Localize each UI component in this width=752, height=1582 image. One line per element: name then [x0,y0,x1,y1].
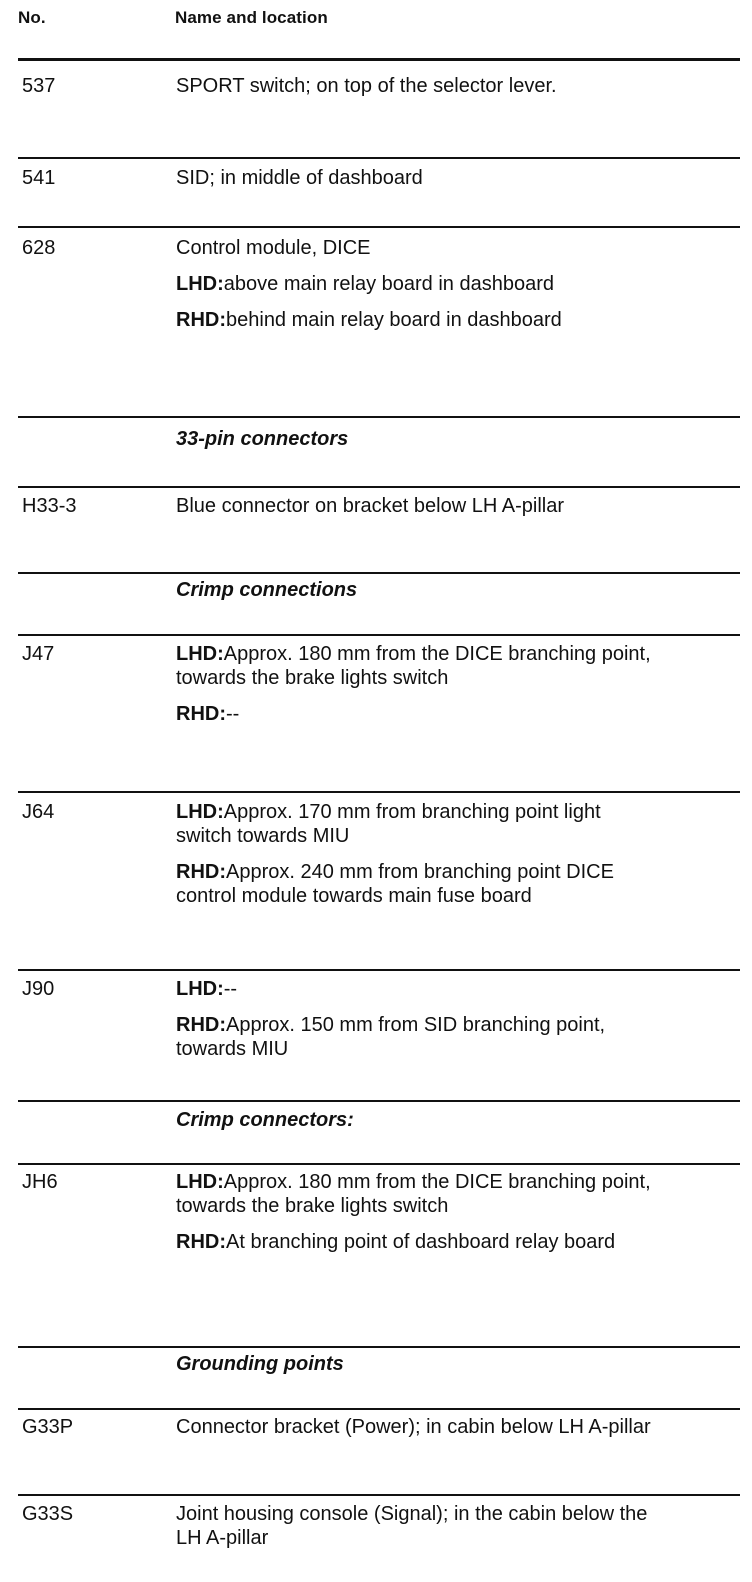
description-line: Joint housing console (Signal); in the cabin below the LH A-pillar [176,1503,648,1549]
row-number: JH6 [22,1171,58,1193]
row-divider [18,157,740,159]
column-header-name-location: Name and location [175,8,328,27]
description-line-lhd: LHD:Approx. 170 mm from branching point light switch towards MIU [176,801,601,847]
row-description [176,166,656,190]
row-description [176,1502,656,1550]
description-line-rhd: RHD:behind main relay board in dashboard [176,309,562,331]
row-number: H33-3 [22,495,77,517]
row-divider [18,1494,740,1496]
row-description [176,1170,656,1254]
description-line-rhd: RHD:Approx. 240 mm from branching point DICE control module towards main fuse board [176,861,614,907]
row-description [176,977,656,1061]
row-divider [18,486,740,488]
section-heading: 33-pin connectors [176,428,349,450]
section-heading: Crimp connectors: [176,1109,354,1131]
row-number: J47 [22,643,55,665]
description-line-lhd: LHD:Approx. 180 mm from the DICE branching point, towards the brake lights switch [176,1171,651,1217]
description-line-lhd: LHD:above main relay board in dashboard [176,273,554,295]
row-divider [18,791,740,793]
description-line-lhd: LHD:-- [176,978,238,1000]
description-line: Control module, DICE [176,237,371,259]
description-line: SPORT switch; on top of the selector lever. [176,75,557,97]
row-description [176,236,656,332]
row-number: 628 [22,237,56,259]
row-divider [18,226,740,228]
section-heading: Crimp connections [176,579,358,601]
row-description [176,74,656,98]
row-number: 537 [22,75,56,97]
row-divider [18,416,740,418]
row-number: G33P [22,1416,74,1438]
row-number: J64 [22,801,55,823]
row-divider [18,969,740,971]
description-line-lhd: LHD:Approx. 180 mm from the DICE branching point, towards the brake lights switch [176,643,651,689]
description-line-rhd: RHD:At branching point of dashboard relay board [176,1231,616,1253]
row-divider [18,1346,740,1348]
row-divider [18,634,740,636]
row-description [176,800,656,908]
section-heading: Grounding points [176,1353,344,1375]
row-divider [18,572,740,574]
description-line-rhd: RHD:Approx. 150 mm from SID branching point, towards MIU [176,1014,606,1060]
row-description [176,642,656,726]
row-number: G33S [22,1503,74,1525]
description-line: Blue connector on bracket below LH A-pillar [176,495,564,517]
row-divider [18,1163,740,1165]
row-description [176,494,656,518]
row-divider [18,1408,740,1410]
row-number: 541 [22,167,56,189]
row-divider [18,1100,740,1102]
row-number: J90 [22,978,55,1000]
header-rule [18,58,740,61]
description-line-rhd: RHD:-- [176,703,240,725]
description-line: Connector bracket (Power); in cabin below LH A-pillar [176,1416,651,1438]
column-header-no: No. [18,8,46,27]
description-line: SID; in middle of dashboard [176,167,423,189]
row-description [176,1415,656,1439]
